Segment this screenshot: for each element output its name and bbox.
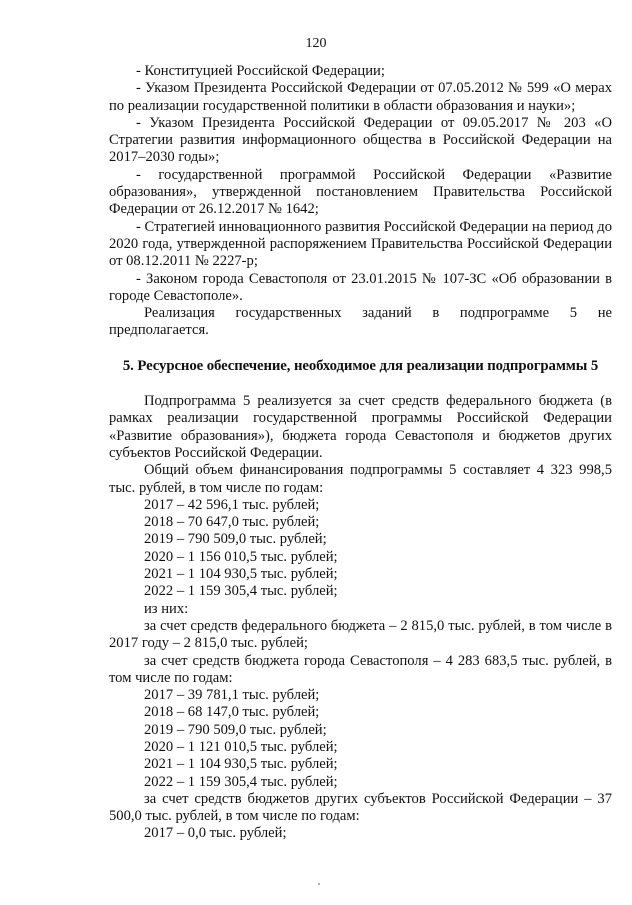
intro-paragraph: Подпрограмма 5 реализуется за счет средств федерального бюджета (в рамках реализации государственной программы Российской Федерации «Развитие образования»), бюджета города Севастополя и бюджетов других субъектов Российской Федерации.	[109, 393, 612, 461]
list-item: - Законом города Севастополя от 23.01.2015 № 107-ЗС «Об образовании в городе Севастополе».	[109, 270, 612, 304]
spacer	[109, 340, 612, 358]
spacer	[109, 375, 612, 393]
list-item: - Конституцией Российской Федерации;	[136, 63, 385, 79]
city-paragraph: за счет средств бюджета города Севастополя – 4 283 683,5 тыс. рублей, в том числе по годам:	[109, 652, 612, 686]
year-line: 2022 – 1 159 305,4 тыс. рублей;	[144, 583, 338, 600]
year-line: 2018 – 70 647,0 тыс. рублей;	[144, 514, 320, 531]
year-line: 2021 – 1 104 930,5 тыс. рублей;	[144, 566, 338, 583]
year-line: 2017 – 42 596,1 тыс. рублей;	[144, 496, 320, 513]
list-item: - Указом Президента Российской Федерации от 07.05.2012 № 599 «О мерах по реализации государственной политики в области образования и науки»;	[109, 80, 612, 114]
year-line: 2017 – 39 781,1 тыс. рублей;	[144, 687, 320, 704]
year-line: 2020 – 1 156 010,5 тыс. рублей;	[144, 548, 338, 565]
state-tasks-note: Реализация государственных заданий в подпрограмме 5 не предполагается.	[109, 305, 612, 339]
year-line: 2022 – 1 159 305,4 тыс. рублей;	[144, 773, 338, 790]
list-item: - Указом Президента Российской Федерации от 09.05.2017 № 203 «О Стратегии развития информационного общества в Российской Федерации на 2017–2030 годы»;	[109, 114, 612, 166]
year-line: 2020 – 1 121 010,5 тыс. рублей;	[144, 738, 338, 755]
year-line: 2019 – 790 509,0 тыс. рублей;	[144, 721, 327, 738]
year-line: 2019 – 790 509,0 тыс. рублей;	[144, 531, 327, 548]
page-number: 120	[305, 36, 327, 51]
year-line: 2021 – 1 104 930,5 тыс. рублей;	[144, 756, 338, 773]
list-item: - Стратегией инновационного развития Российской Федерации на период до 2020 года, утвержденной распоряжением Правительства Российской Федерации от 08.12.2011 № 2227-р;	[109, 218, 612, 270]
other-regions-paragraph: за счет средств бюджетов других субъектов Российской Федерации – 37 500,0 тыс. рублей, в том числе по годам:	[109, 790, 612, 825]
year-line: 2018 – 68 147,0 тыс. рублей;	[144, 704, 320, 721]
list-item: - государственной программой Российской Федерации «Развитие образования», утвержденной постановлением Правительства Российской Федерации от 26.12.2017 № 1642;	[109, 166, 612, 218]
total-paragraph: Общий объем финансирования подпрограммы 5 составляет 4 323 998,5 тыс. рублей, в том числе по годам:	[109, 462, 612, 496]
federal-paragraph: за счет средств федерального бюджета – 2 815,0 тыс. рублей, в том числе в 2017 году – 2 815,0 тыс. рублей;	[109, 617, 612, 652]
year-line: 2017 – 0,0 тыс. рублей;	[144, 825, 287, 842]
section-heading: 5. Ресурсное обеспечение, необходимое для реализации подпрограммы 5	[122, 357, 599, 374]
of-which-label: из них:	[144, 600, 189, 617]
scan-speck	[318, 883, 320, 885]
document-body	[109, 63, 612, 843]
